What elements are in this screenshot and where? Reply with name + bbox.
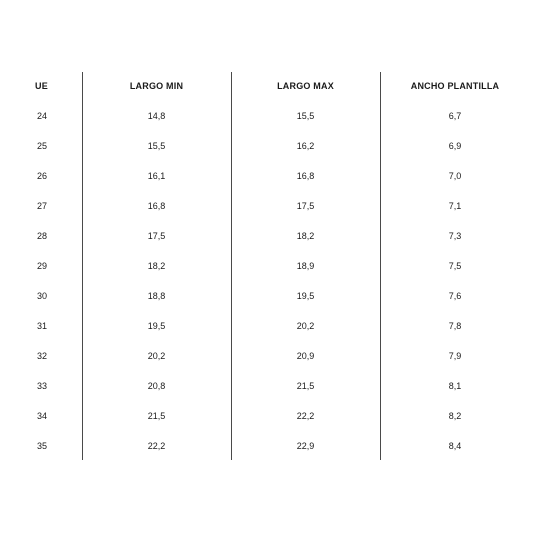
cell-ancho-plantilla: 6,7	[448, 111, 462, 121]
cell-largo-max: 20,2	[296, 321, 315, 331]
cell-largo-max: 20,9	[296, 351, 315, 361]
column-ancho-plantilla	[380, 0, 530, 533]
cell-ancho-plantilla: 7,6	[448, 291, 462, 301]
cell-ue: 29	[36, 261, 47, 271]
cell-ue: 27	[36, 201, 47, 211]
cell-ancho-plantilla: 7,9	[448, 351, 462, 361]
header-largo-min: LARGO MIN	[129, 81, 184, 91]
cell-ancho-plantilla: 6,9	[448, 141, 462, 151]
cell-largo-min: 16,1	[147, 171, 166, 181]
cell-largo-min: 15,5	[147, 141, 166, 151]
column-largo-min	[82, 0, 231, 533]
cell-largo-min: 17,5	[147, 231, 166, 241]
cell-largo-min: 20,8	[147, 381, 166, 391]
cell-largo-min: 16,8	[147, 201, 166, 211]
cell-ancho-plantilla: 7,1	[448, 201, 462, 211]
cell-ue: 28	[36, 231, 47, 241]
column-ue	[22, 0, 82, 533]
cell-largo-min: 18,8	[147, 291, 166, 301]
header-ancho-plantilla: ANCHO PLANTILLA	[410, 81, 500, 91]
cell-ancho-plantilla: 7,0	[448, 171, 462, 181]
cell-largo-max: 21,5	[296, 381, 315, 391]
header-ue: UE	[35, 81, 48, 91]
cell-largo-min: 21,5	[147, 411, 166, 421]
cell-largo-max: 17,5	[296, 201, 315, 211]
cell-ancho-plantilla: 8,1	[448, 381, 462, 391]
cell-largo-min: 19,5	[147, 321, 166, 331]
cell-largo-min: 20,2	[147, 351, 166, 361]
cell-largo-max: 18,9	[296, 261, 315, 271]
cell-largo-min: 18,2	[147, 261, 166, 271]
cell-ue: 32	[36, 351, 47, 361]
cell-ancho-plantilla: 7,5	[448, 261, 462, 271]
cell-largo-max: 15,5	[296, 111, 315, 121]
cell-largo-max: 19,5	[296, 291, 315, 301]
cell-largo-min: 22,2	[147, 441, 166, 451]
column-largo-max	[231, 0, 380, 533]
cell-ue: 25	[36, 141, 47, 151]
header-largo-max: LARGO MAX	[277, 81, 334, 91]
cell-largo-max: 18,2	[296, 231, 315, 241]
cell-largo-max: 16,2	[296, 141, 315, 151]
cell-ue: 26	[36, 171, 47, 181]
cell-ue: 31	[36, 321, 47, 331]
cell-ue: 34	[36, 411, 47, 421]
cell-ancho-plantilla: 7,8	[448, 321, 462, 331]
cell-largo-min: 14,8	[147, 111, 166, 121]
cell-ue: 24	[36, 111, 47, 121]
cell-ue: 30	[36, 291, 47, 301]
cell-largo-max: 22,2	[296, 411, 315, 421]
cell-ue: 33	[36, 381, 47, 391]
cell-largo-max: 22,9	[296, 441, 315, 451]
cell-ancho-plantilla: 8,2	[448, 411, 462, 421]
cell-ue: 35	[36, 441, 47, 451]
cell-largo-max: 16,8	[296, 171, 315, 181]
cell-ancho-plantilla: 8,4	[448, 441, 462, 451]
cell-ancho-plantilla: 7,3	[448, 231, 462, 241]
